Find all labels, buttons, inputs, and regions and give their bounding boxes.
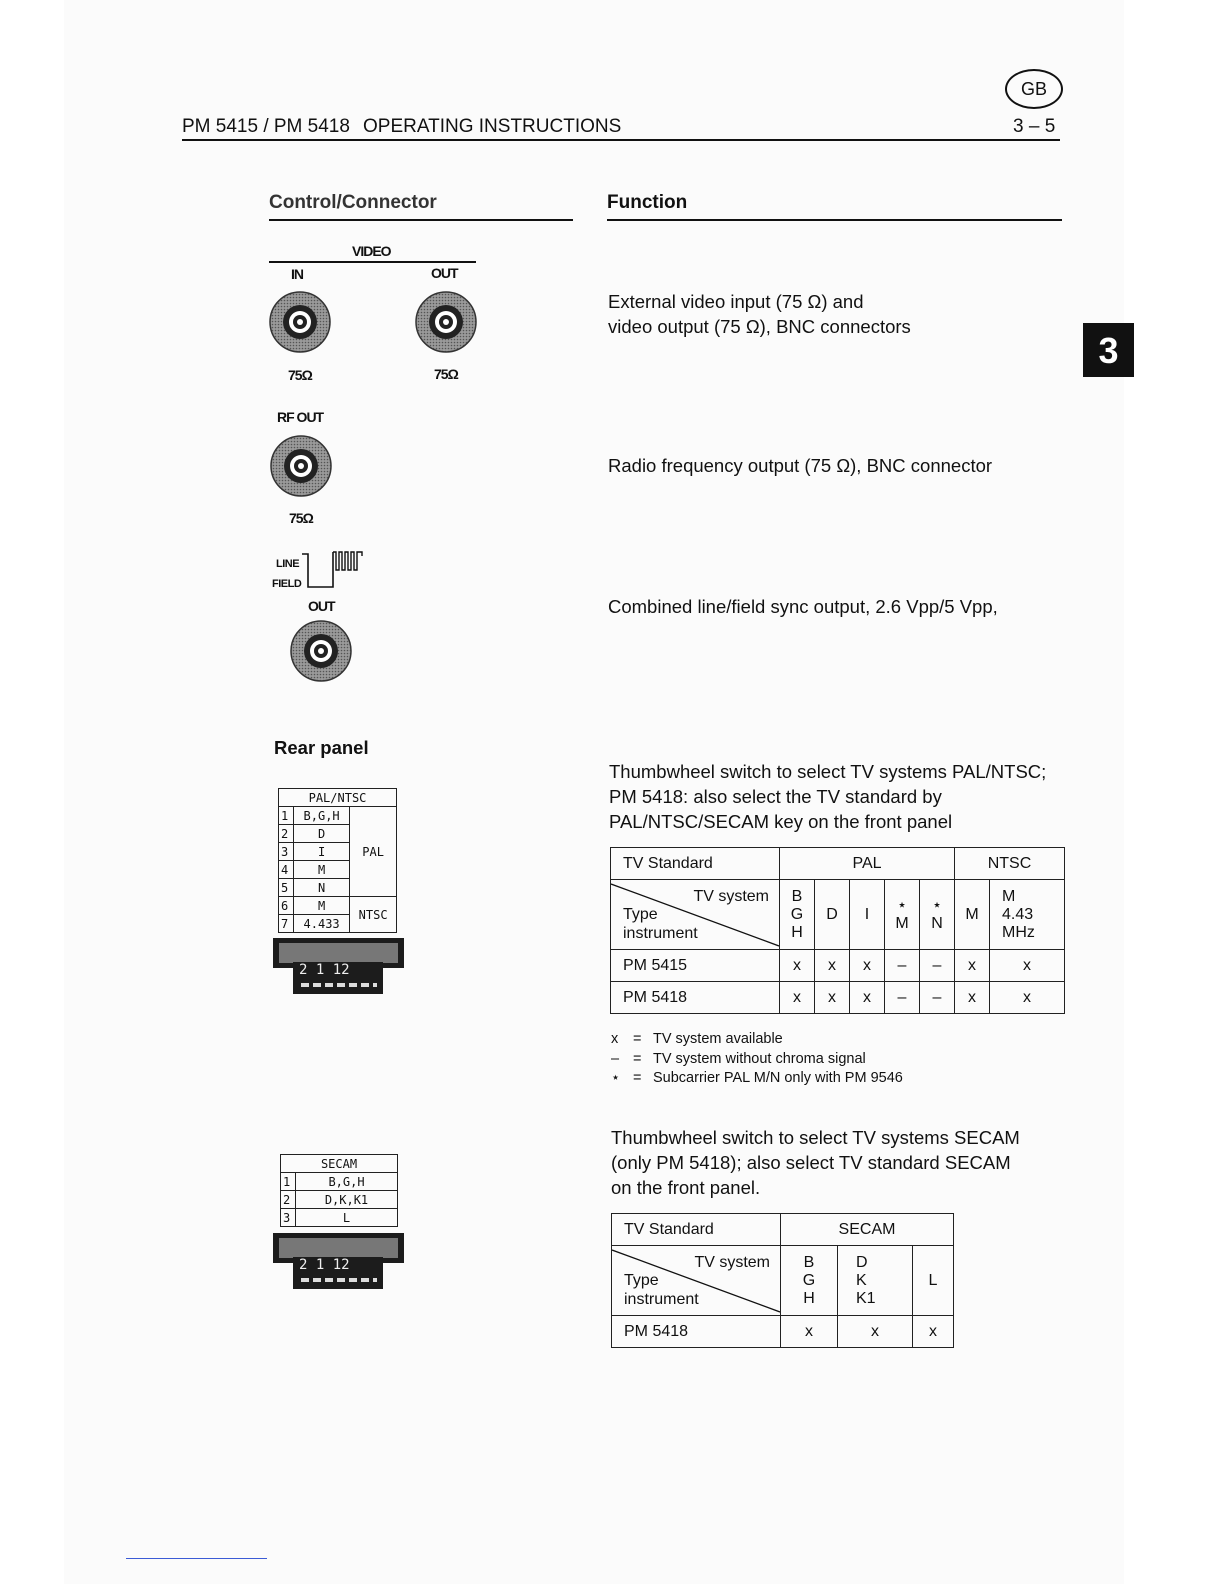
secam-system-dkk1: D K K1 bbox=[838, 1246, 913, 1316]
secam-tv-standard-header: TV Standard bbox=[612, 1214, 781, 1246]
rf-out-bnc-icon bbox=[269, 434, 333, 498]
pal-thumbwheel-switch[interactable] bbox=[273, 938, 404, 994]
pal-ntsc-description: Thumbwheel switch to select TV systems PAL/NTSC; PM 5418: also select the TV standard by PAL/NTSC/SECAM key on the front panel bbox=[609, 761, 1047, 832]
model-number: PM 5415 / PM 5418 bbox=[182, 116, 350, 137]
header-rule bbox=[182, 139, 1060, 141]
sync-field-label: FIELD bbox=[272, 578, 302, 590]
function-heading-rule bbox=[607, 219, 1062, 221]
system-bgh: B G H bbox=[780, 880, 815, 950]
video-rule bbox=[269, 261, 476, 263]
video-in-label: IN bbox=[291, 266, 303, 282]
control-heading-rule bbox=[269, 219, 573, 221]
secam-standards-table bbox=[611, 1213, 954, 1348]
secam-switch-table: SECAM 1 B,G,H 2 D,K,K1 3 L bbox=[280, 1154, 398, 1227]
tv-system-type-cell: TV system Type instrument bbox=[611, 880, 780, 950]
language-badge: GB bbox=[1005, 69, 1063, 109]
table-row: PM 5418 x x x – – x x bbox=[611, 982, 1065, 1014]
video-in-impedance: 75Ω bbox=[288, 367, 312, 383]
tv-standard-header: TV Standard bbox=[611, 848, 780, 880]
secam-switch-header: SECAM bbox=[281, 1155, 398, 1173]
sync-line-label: LINE bbox=[276, 558, 300, 570]
ntsc-header: NTSC bbox=[955, 848, 1065, 880]
secam-system-bgh: B G H bbox=[781, 1246, 838, 1316]
legend bbox=[611, 1030, 903, 1089]
rf-out-impedance: 75Ω bbox=[289, 510, 313, 526]
video-out-impedance: 75Ω bbox=[434, 366, 458, 382]
sync-waveform-icon bbox=[300, 550, 370, 592]
pal-ntsc-standards-table bbox=[610, 847, 1065, 1014]
secam-system-l: L bbox=[913, 1246, 954, 1316]
secam-header: SECAM bbox=[781, 1214, 954, 1246]
video-in-bnc-icon bbox=[268, 290, 332, 354]
secam-wheel-digits: 2 1 12 bbox=[299, 1257, 350, 1273]
table-row: PM 5418 x x x bbox=[612, 1316, 954, 1348]
rf-function: Radio frequency output (75 Ω), BNC connector bbox=[608, 455, 993, 476]
bottom-edge-line bbox=[126, 1558, 267, 1559]
legend-item: x = TV system available bbox=[611, 1031, 783, 1047]
rf-out-label: RF OUT bbox=[277, 409, 324, 425]
video-out-bnc-icon bbox=[414, 290, 478, 354]
system-d: D bbox=[815, 880, 850, 950]
pal-header: PAL bbox=[780, 848, 955, 880]
video-function-line2: video output (75 Ω), BNC connectors bbox=[608, 316, 911, 337]
secam-description: Thumbwheel switch to select TV systems SECAM (only PM 5418); also select TV standard SECAM on the front panel. bbox=[611, 1127, 1020, 1198]
function-column-heading: Function bbox=[607, 192, 688, 213]
page-number: 3 – 5 bbox=[1013, 116, 1056, 137]
system-i: I bbox=[850, 880, 885, 950]
pal-group-label: PAL bbox=[350, 807, 397, 897]
legend-item: ⋆ = Subcarrier PAL M/N only with PM 9546 bbox=[611, 1070, 903, 1086]
video-out-label: OUT bbox=[431, 265, 458, 281]
table-row: PM 5415 x x x – – x x bbox=[611, 950, 1065, 982]
system-ntsc-m: M bbox=[955, 880, 990, 950]
system-pal-m: ⋆ M bbox=[885, 880, 920, 950]
secam-thumbwheel-switch[interactable] bbox=[273, 1233, 404, 1289]
sync-function: Combined line/field sync output, 2.6 Vpp/5 Vpp, bbox=[608, 596, 998, 617]
secam-tv-system-type-cell: TV system Type instrument bbox=[612, 1246, 781, 1316]
pal-wheel-digits: 2 1 12 bbox=[299, 962, 350, 978]
video-title: VIDEO bbox=[352, 243, 391, 259]
pal-ntsc-switch-table: PAL/NTSC 1 B,G,H PAL 2 D 3 I 4 M 5 N 6 M NTSC 7 4.433 bbox=[278, 788, 397, 933]
pal-ntsc-switch-header: PAL/NTSC bbox=[279, 789, 397, 807]
control-column-heading: Control/Connector bbox=[269, 192, 437, 213]
sync-out-label: OUT bbox=[308, 598, 335, 614]
video-function-line1: External video input (75 Ω) and bbox=[608, 291, 864, 312]
section-tab: 3 bbox=[1083, 323, 1134, 377]
legend-item: – = TV system without chroma signal bbox=[611, 1050, 866, 1067]
system-pal-n: ⋆ N bbox=[920, 880, 955, 950]
system-ntsc-443: M 4.43 MHz bbox=[990, 880, 1065, 950]
rear-panel-title: Rear panel bbox=[274, 737, 369, 758]
ntsc-group-label: NTSC bbox=[350, 897, 397, 933]
document-title: OPERATING INSTRUCTIONS bbox=[363, 116, 622, 137]
sync-out-bnc-icon bbox=[289, 619, 353, 683]
